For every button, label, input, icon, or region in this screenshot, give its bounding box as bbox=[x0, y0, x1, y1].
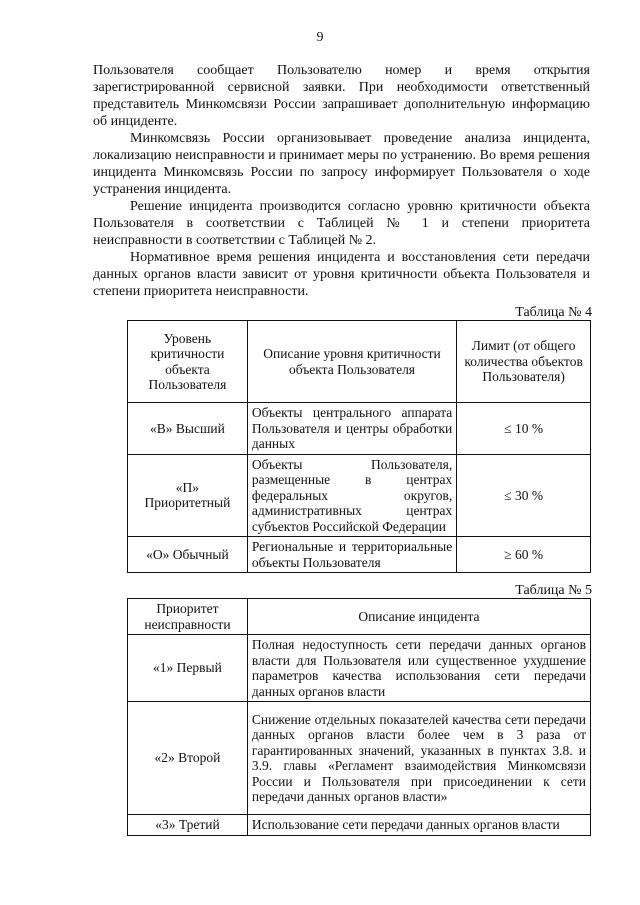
table5-description: Снижение отдельных показателей качества сети передачи данных органов власти более чем в 3 раза от гарантированных значений, указанных в пунктах 3.8. и 3.9. главы «Регламент взаимодействия Минкомсвязи России и Пользователя при присоединении к сети передачи данных органов власти» bbox=[247, 702, 590, 815]
table-row bbox=[128, 403, 591, 455]
page-number: 9 bbox=[316, 30, 324, 45]
table4-header-level: Уровень критичности объекта Пользователя bbox=[128, 321, 248, 403]
table-row bbox=[128, 635, 591, 702]
table-4 bbox=[127, 320, 591, 573]
table4-level: «П» Приоритетный bbox=[128, 454, 248, 537]
table5-priority: «2» Второй bbox=[128, 702, 248, 815]
table-row bbox=[128, 537, 591, 573]
paragraph-2: Минкомсвязь России организовывает проведение анализа инцидента, локализацию неисправности и принимает меры по устранению. Во время решения инцидента Минкомсвязь России по запросу информирует Пользователя о ходе устранения инцидента. bbox=[93, 131, 590, 197]
body-text bbox=[93, 62, 590, 300]
table4-description: Объекты Пользователя, размещенные в центрах федеральных округов, административных центрах субъектов Российской Федерации bbox=[247, 454, 456, 537]
table5-description: Полная недоступность сети передачи данных органов власти для Пользователя или существенное ухудшение параметров качества использования сети передачи данных органов власти bbox=[247, 635, 590, 702]
table4-limit: ≤ 10 % bbox=[457, 403, 591, 455]
table5-header-description: Описание инцидента bbox=[247, 599, 590, 635]
table5-priority: «1» Первый bbox=[128, 635, 248, 702]
table-row bbox=[128, 702, 591, 815]
table5-header-priority: Приоритет неисправности bbox=[128, 599, 248, 635]
paragraph-3: Решение инцидента производится согласно уровню критичности объекта Пользователя в соответствии с Таблицей № 1 и степени приоритета неисправности в соответствии с Таблицей № 2. bbox=[93, 199, 590, 248]
table-row bbox=[128, 815, 591, 836]
table5-header-row bbox=[128, 599, 591, 635]
table4-header-row bbox=[128, 321, 591, 403]
table4-limit: ≥ 60 % bbox=[457, 537, 591, 573]
table4-description: Объекты центрального аппарата Пользователя и центры обработки данных bbox=[247, 403, 456, 455]
table5-description: Использование сети передачи данных органов власти bbox=[247, 815, 590, 836]
table4-caption: Таблица № 4 bbox=[515, 305, 592, 320]
table-row bbox=[128, 454, 591, 537]
table4-header-description: Описание уровня критичности объекта Пользователя bbox=[247, 321, 456, 403]
table5-caption: Таблица № 5 bbox=[515, 583, 592, 598]
table-5 bbox=[127, 598, 591, 836]
table4-description: Региональные и территориальные объекты Пользователя bbox=[247, 537, 456, 573]
paragraph-1: Пользователя сообщает Пользователю номер и время открытия зарегистрированной сервисной заявки. При необходимости ответственный представитель Минкомсвязи России запрашивает дополнительную информацию об инциденте. bbox=[93, 63, 590, 129]
table5-priority: «3» Третий bbox=[128, 815, 248, 836]
table4-level: «В» Высший bbox=[128, 403, 248, 455]
table4-limit: ≤ 30 % bbox=[457, 454, 591, 537]
paragraph-4: Нормативное время решения инцидента и восстановления сети передачи данных органов власти зависит от уровня критичности объекта Пользователя и степени приоритета неисправности. bbox=[93, 250, 590, 299]
table4-header-limit: Лимит (от общего количества объектов Пользователя) bbox=[457, 321, 591, 403]
table4-level: «О» Обычный bbox=[128, 537, 248, 573]
